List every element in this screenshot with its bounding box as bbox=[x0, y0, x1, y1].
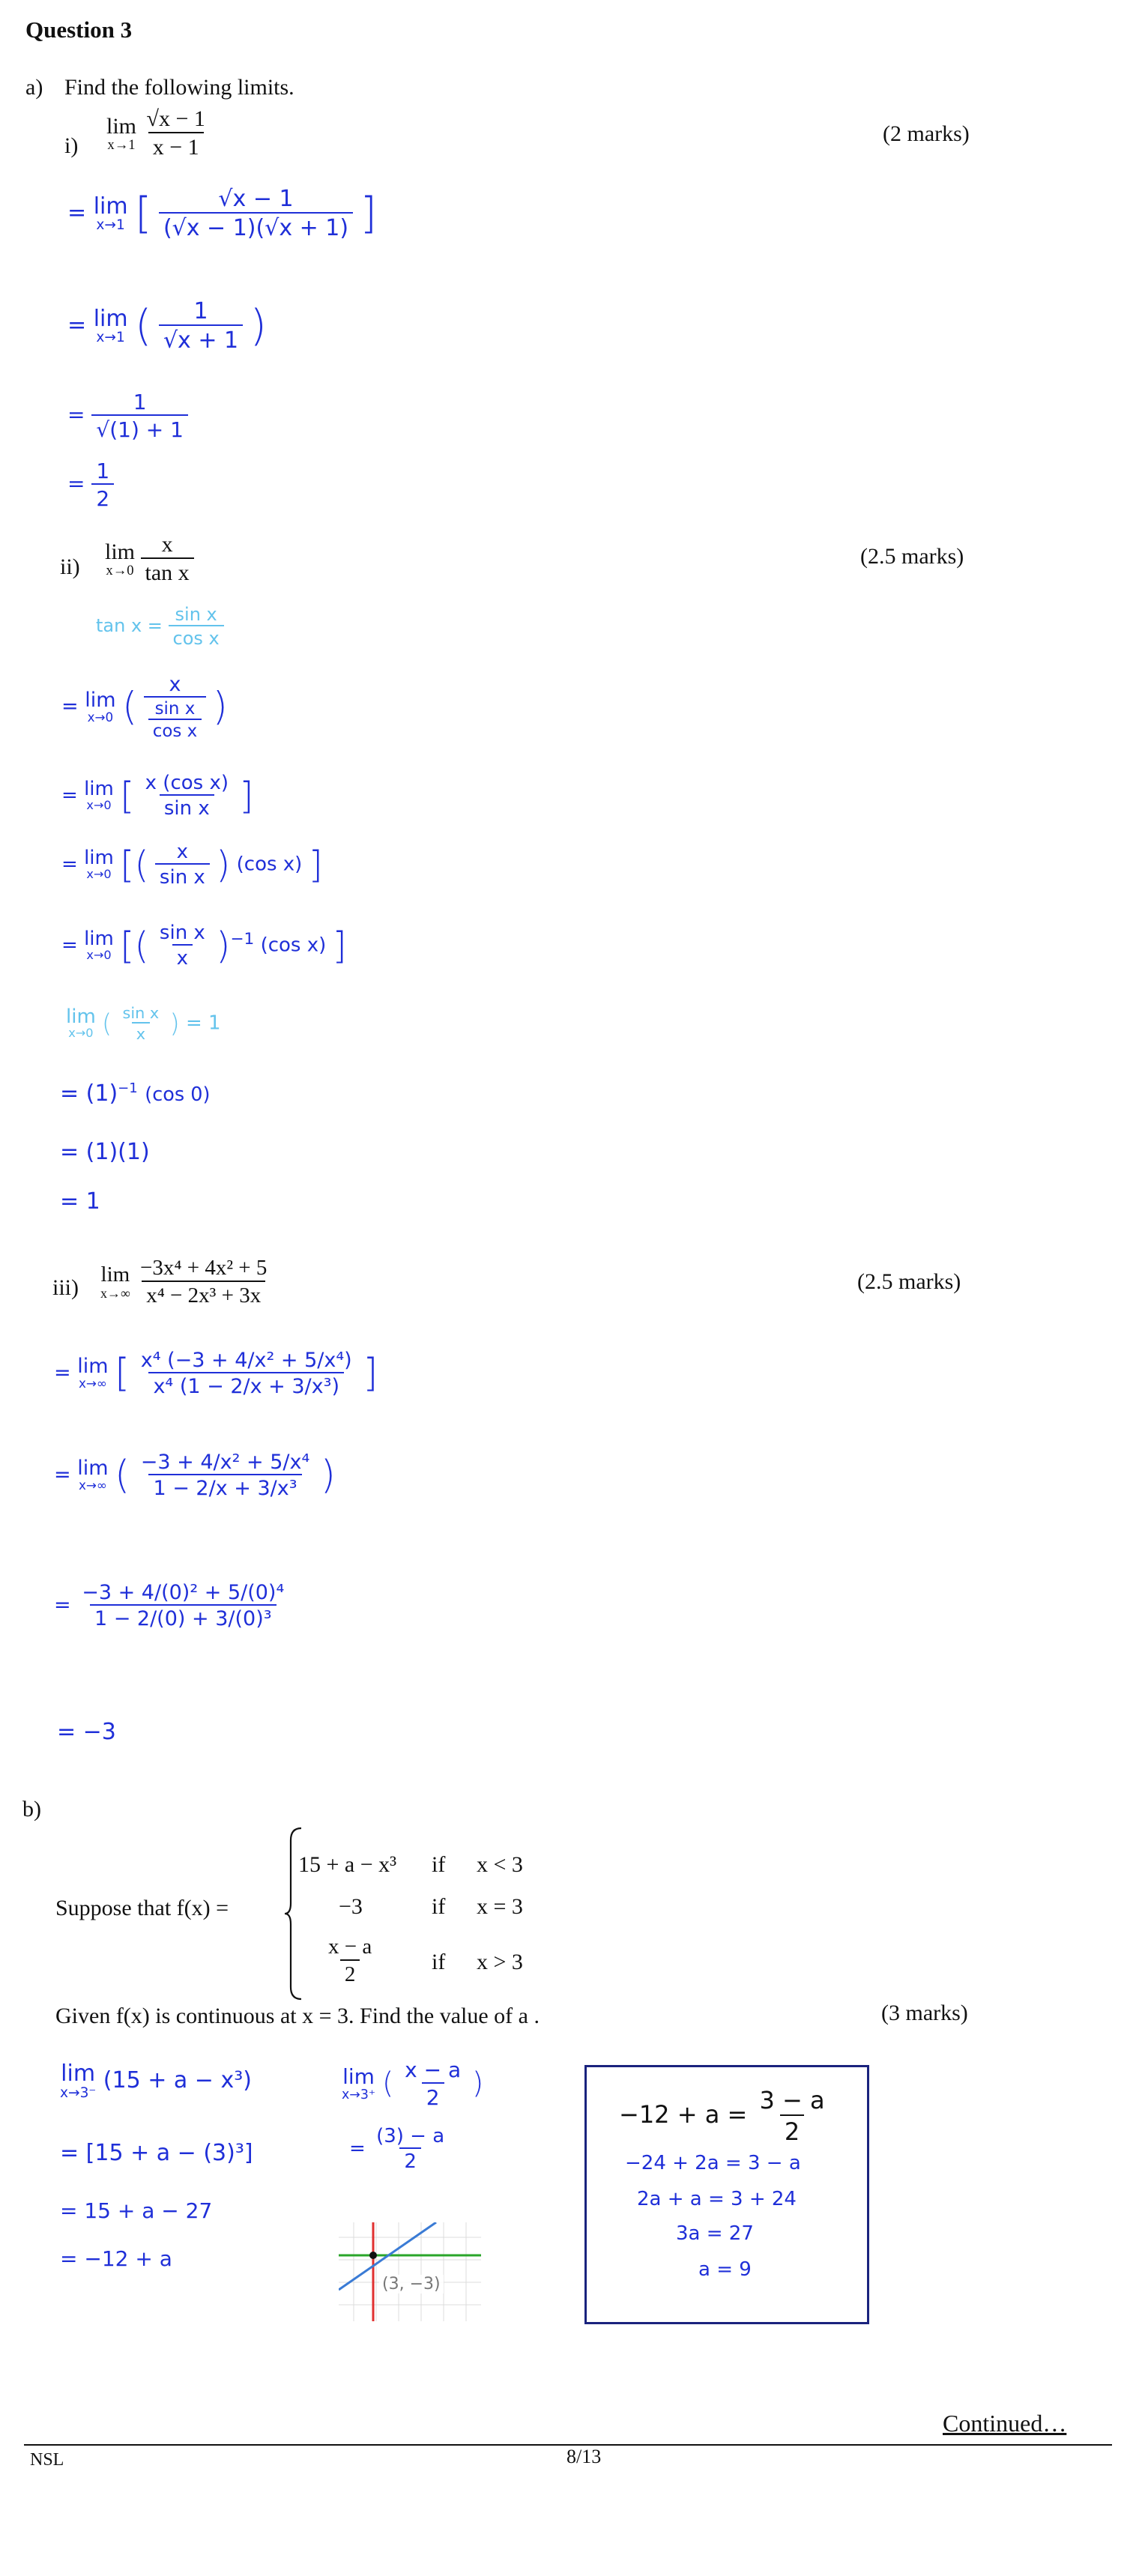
item-ii-work-7: = 1 bbox=[60, 1188, 100, 1215]
graph-point-label: (3, −3) bbox=[379, 2275, 444, 2294]
part-b-given: Given f(x) is continuous at x = 3. Find the value of a . bbox=[55, 2004, 540, 2028]
part-a-label: a) bbox=[25, 75, 43, 100]
case-3-if: if bbox=[432, 1950, 446, 1974]
item-ii-work-5: = $(1)^{-1}$ (cos 0) bbox=[60, 1080, 211, 1107]
case-3-cond: x > 3 bbox=[477, 1950, 523, 1974]
right-limit-expr: lim x→3⁺ ( $\frac{x - a}{2}$ ) bbox=[342, 2058, 484, 2110]
item-i-problem: lim x→1 $\frac{√x - 1}{x - 1}$ bbox=[106, 106, 205, 160]
answer-box-line-5: a = 9 bbox=[698, 2258, 752, 2281]
graph-snippet bbox=[339, 2222, 481, 2321]
item-ii-work-4: = lim x→0 [( $\frac{\text{sin x}}{x}$ )$^{-1}$ (cos x) ] bbox=[61, 922, 347, 970]
item-ii-work-1: = lim x→0 ( $\frac{x}{\frac{\text{sin x}}{\text{cos x}}}$ ) bbox=[61, 673, 228, 741]
answer-box-line-2: −24 + 2a = 3 − a bbox=[625, 2152, 801, 2174]
item-ii-note-sinx: lim x→0 ( $\frac{\text{sin x}}{x}$ ) = 1 bbox=[66, 1004, 221, 1043]
right-limit-work-1: = $\frac{(3) - a}{2}$ bbox=[349, 2125, 445, 2173]
case-3-expr: $\frac{x - a}{2}$ bbox=[328, 1935, 372, 1986]
graph-lines bbox=[339, 2222, 481, 2321]
item-ii-work-6: = (1)(1) bbox=[60, 1139, 150, 1165]
part-b-label: b) bbox=[22, 1797, 41, 1821]
item-ii-note-tan: tan x = $\frac{\text{sin x}}{\text{cos x}}$ bbox=[96, 604, 224, 649]
item-ii-work-2: = lim x→0 [ $\frac{\text{x (cos x)}}{\text{sin x}}$ ] bbox=[61, 772, 254, 820]
part-a-intro: Find the following limits. bbox=[64, 75, 294, 100]
case-2-cond: x = 3 bbox=[477, 1894, 523, 1919]
item-iii-marks: (2.5 marks) bbox=[857, 1269, 961, 1294]
part-b-marks: (3 marks) bbox=[881, 2001, 968, 2025]
item-iii-work-3: = $\frac{\text{−3 + 4/(0)² + 5/(0)⁴}}{\text{1 − 2/(0) + 3/(0)³}}$ bbox=[54, 1581, 285, 1630]
left-limit-work-1: = [15 + a − (3)³] bbox=[60, 2140, 253, 2166]
left-limit-work-2: = 15 + a − 27 bbox=[60, 2198, 213, 2223]
item-ii-marks: (2.5 marks) bbox=[860, 544, 964, 569]
item-i-work-4: = $\frac{1}{2}$ bbox=[67, 459, 114, 511]
case-2-expr: −3 bbox=[339, 1894, 363, 1919]
question-title: Question 3 bbox=[25, 16, 133, 43]
item-iii-work-2: = lim x→∞ ( $\frac{\text{−3 + 4/x² + 5/x⁴}}{\text{1 − 2/x + 3/x³}}$ ) bbox=[54, 1451, 336, 1500]
case-2-if: if bbox=[432, 1894, 446, 1919]
item-i-label: i) bbox=[64, 133, 79, 158]
item-iii-work-1: = lim x→∞ [ $\frac{\text{x⁴ (−3 + 4/x² + 5/x⁴)}}{\text{x⁴ (1 − 2/x + 3/x³)}}$ ] bbox=[54, 1349, 378, 1398]
item-i-work-2: = lim x→1 ( $\frac{1}{√x + 1}$ ) bbox=[67, 298, 267, 354]
continued-text: Continued… bbox=[943, 2410, 1067, 2437]
part-b-suppose: Suppose that f(x) = bbox=[55, 1896, 229, 1920]
answer-box-line-1: −12 + a = $\frac{3 - a}{2}$ bbox=[619, 2086, 825, 2146]
answer-box-line-3: 2a + a = 3 + 24 bbox=[637, 2188, 797, 2210]
item-iii-problem: lim x→∞ $\frac{\text{−3x⁴ + 4x² + 5}}{\text{x⁴ − 2x³ + 3x}}$ bbox=[100, 1256, 268, 1307]
item-iii-label: iii) bbox=[52, 1275, 79, 1300]
answer-box-line-4: 3a = 27 bbox=[676, 2222, 754, 2245]
left-limit-expr: lim x→3⁻ (15 + a − x³) bbox=[60, 2061, 252, 2101]
item-iii-work-4: = −3 bbox=[57, 1719, 116, 1745]
item-ii-work-3: = lim x→0 [( $\frac{x}{\text{sin x}}$ ) (cos x) ] bbox=[61, 841, 323, 889]
case-1-expr: 15 + a − x³ bbox=[298, 1852, 397, 1877]
left-limit-work-3: = −12 + a bbox=[60, 2246, 172, 2271]
item-i-marks: (2 marks) bbox=[883, 121, 970, 146]
item-ii-label: ii) bbox=[60, 554, 80, 579]
case-1-cond: x < 3 bbox=[477, 1852, 523, 1877]
case-1-if: if bbox=[432, 1852, 446, 1877]
item-i-work-1: = lim x→1 [ $\frac{√x - 1}{(√x - 1)(√x + 1)}$ ] bbox=[67, 186, 377, 241]
item-ii-problem: lim x→0 $\frac{x}{\text{tan x}}$ bbox=[105, 532, 194, 586]
item-i-work-3: = $\frac{1}{√(1) + 1}$ bbox=[67, 390, 188, 442]
footer-org: NSL bbox=[30, 2450, 64, 2470]
footer-page-number: 8/13 bbox=[566, 2446, 602, 2467]
